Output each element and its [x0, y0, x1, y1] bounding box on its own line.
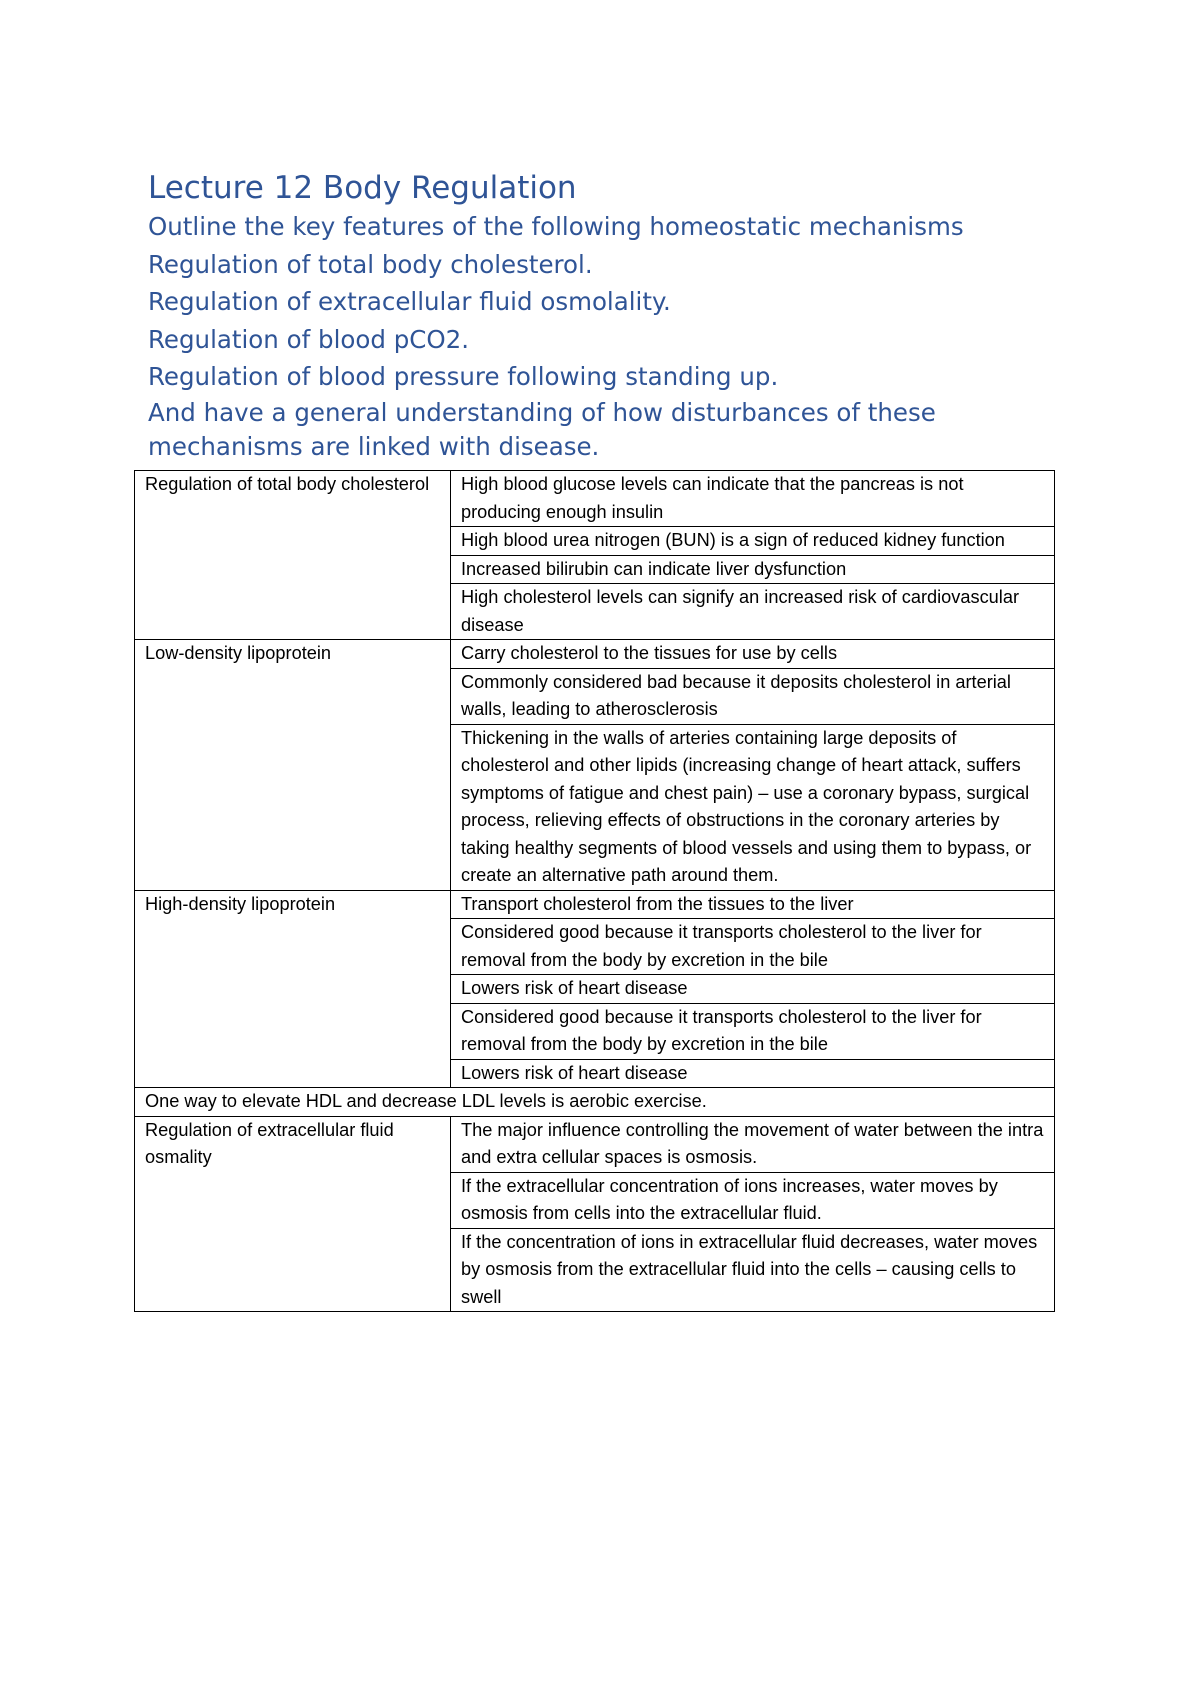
topic-cell-osmality: Regulation of extracellular fluid osmality	[135, 1116, 451, 1312]
detail-cell: Lowers risk of heart disease	[451, 1059, 1055, 1088]
objective-blood-pressure: Regulation of blood pressure following standing up.	[148, 362, 779, 391]
table-row	[135, 471, 1055, 527]
objective-disease-link: And have a general understanding of how disturbances of these mechanisms are linked with disease.	[148, 397, 936, 461]
objective-intro: Outline the key features of the following homeostatic mechanisms	[148, 212, 964, 241]
detail-cell: Increased bilirubin can indicate liver dysfunction	[451, 555, 1055, 584]
detail-cell: High blood glucose levels can indicate that the pancreas is not producing enough insulin	[451, 471, 1055, 527]
detail-cell: High cholesterol levels can signify an increased risk of cardiovascular disease	[451, 584, 1055, 640]
topic-cell-cholesterol: Regulation of total body cholesterol	[135, 471, 451, 640]
objective-osmolality: Regulation of extracellular fluid osmolality.	[148, 287, 671, 316]
detail-cell: The major influence controlling the movement of water between the intra and extra cellular spaces is osmosis.	[451, 1116, 1055, 1172]
objective-pco2: Regulation of blood pCO2.	[148, 324, 470, 354]
table-row	[135, 1116, 1055, 1172]
detail-cell: Carry cholesterol to the tissues for use by cells	[451, 640, 1055, 669]
table-row	[135, 890, 1055, 919]
detail-cell: If the extracellular concentration of ions increases, water moves by osmosis from cells into the extracellular fluid.	[451, 1172, 1055, 1228]
table-row	[135, 640, 1055, 669]
detail-cell: Transport cholesterol from the tissues to the liver	[451, 890, 1055, 919]
detail-cell: If the concentration of ions in extracellular fluid decreases, water moves by osmosis from the extracellular fluid into the cells – causing cells to swell	[451, 1228, 1055, 1312]
topic-cell-hdl: High-density lipoprotein	[135, 890, 451, 1088]
table-row	[135, 1088, 1055, 1117]
detail-cell: High blood urea nitrogen (BUN) is a sign of reduced kidney function	[451, 527, 1055, 556]
document-title: Lecture 12 Body Regulation	[148, 170, 577, 206]
notes-table	[134, 470, 1055, 1312]
detail-cell: Considered good because it transports cholesterol to the liver for removal from the body by excretion in the bile	[451, 919, 1055, 975]
detail-cell: Considered good because it transports cholesterol to the liver for removal from the body by excretion in the bile	[451, 1003, 1055, 1059]
exercise-note-cell: One way to elevate HDL and decrease LDL levels is aerobic exercise.	[135, 1088, 1055, 1117]
heading-block	[148, 168, 1068, 464]
objective-cholesterol: Regulation of total body cholesterol.	[148, 249, 593, 279]
detail-cell: Commonly considered bad because it deposits cholesterol in arterial walls, leading to atherosclerosis	[451, 668, 1055, 724]
topic-cell-ldl: Low-density lipoprotein	[135, 640, 451, 891]
detail-cell: Thickening in the walls of arteries containing large deposits of cholesterol and other lipids (increasing change of heart attack, suffers symptoms of fatigue and chest pain) – use a coronary bypass, surgical process, relieving effects of obstructions in the coronary arteries by taking healthy segments of blood vessels and using them to bypass, or create an alternative path around them.	[451, 724, 1055, 890]
learning-objectives	[148, 208, 1068, 464]
detail-cell: Lowers risk of heart disease	[451, 975, 1055, 1004]
